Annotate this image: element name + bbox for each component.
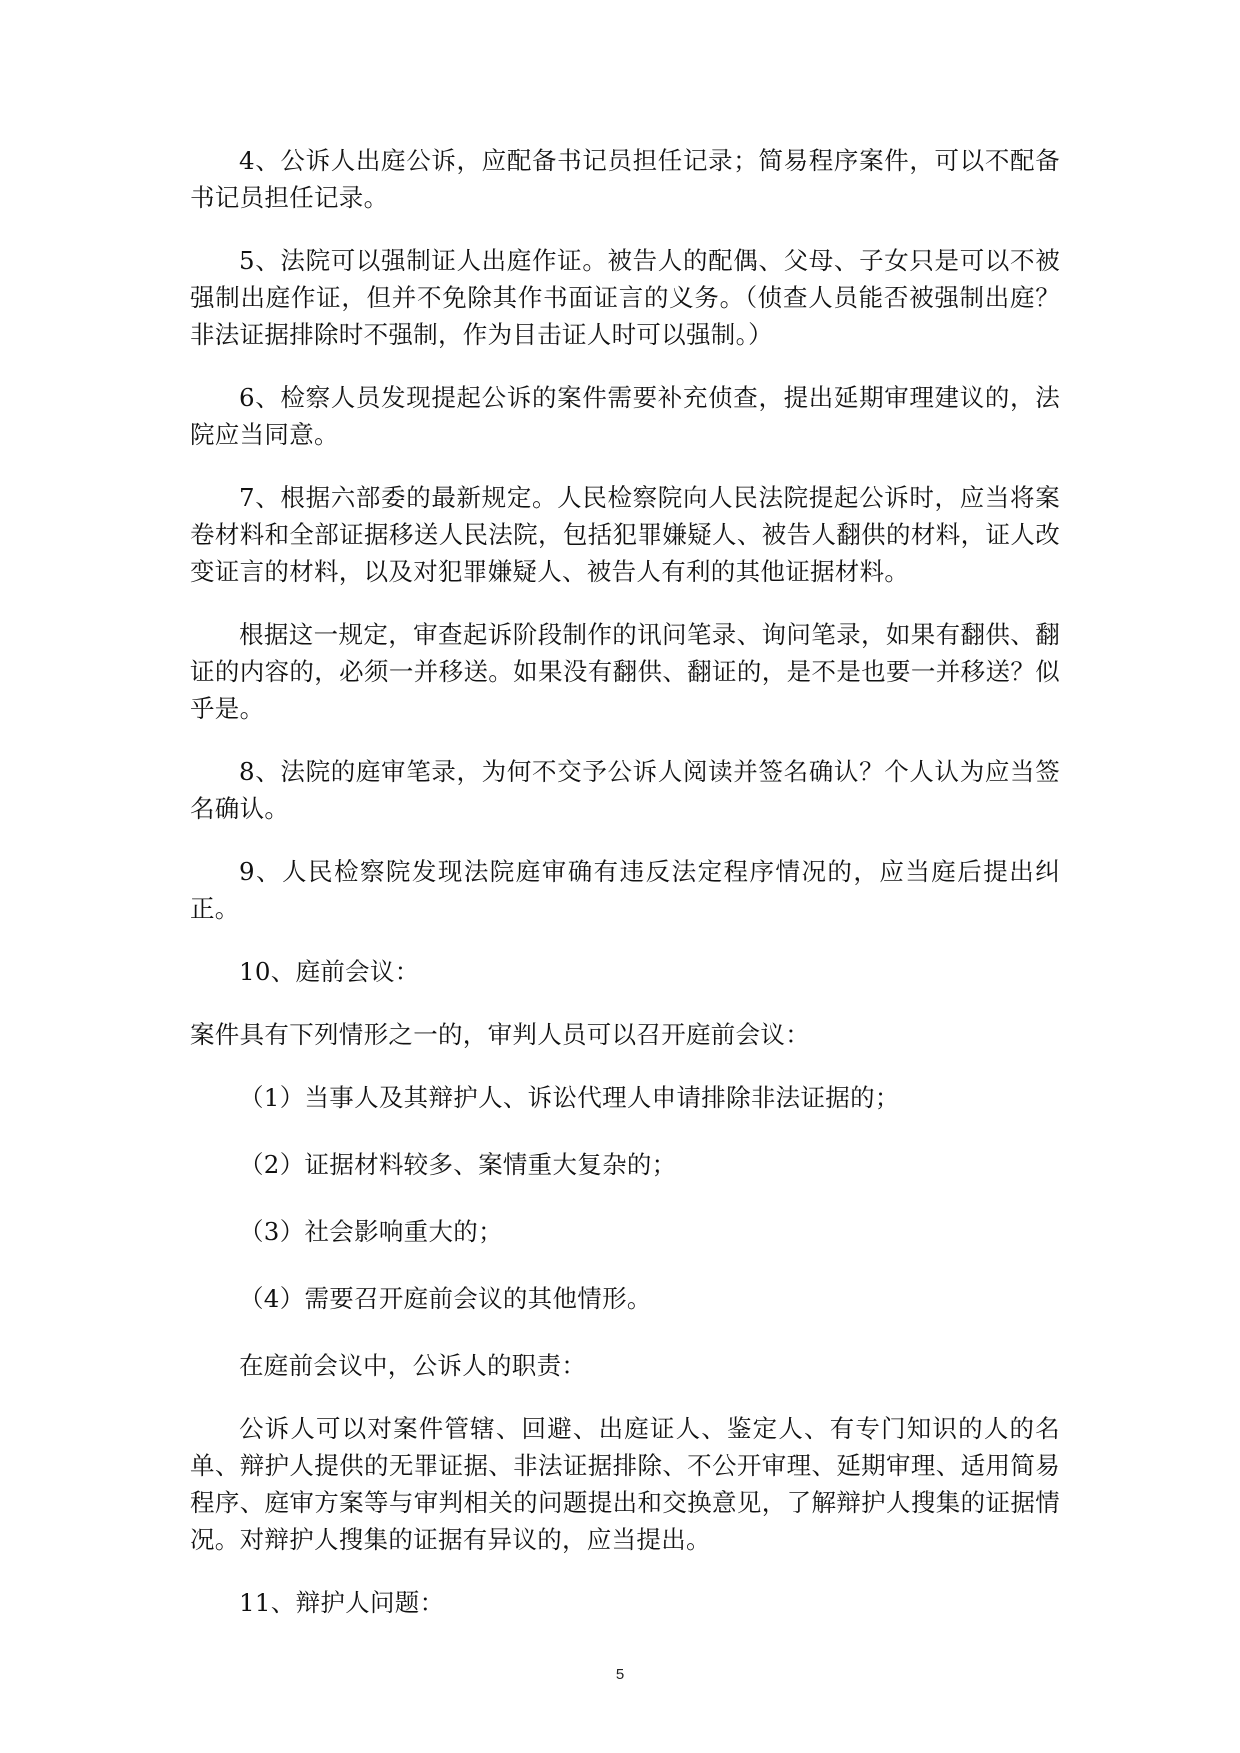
- paragraph-7-six-ministries-rule: 7、根据六部委的最新规定。人民检察院向人民法院提起公诉时，应当将案卷材料和全部证据移送人民法院，包括犯罪嫌疑人、被告人翻供的材料，证人改变证言的材料，以及对犯罪嫌疑人、被告人有利的其他证据材料。: [190, 483, 1060, 586]
- list-item-4: （4）需要召开庭前会议的其他情形。: [239, 1284, 652, 1313]
- paragraph-rule-analysis: 根据这一规定，审查起诉阶段制作的讯问笔录、询问笔录，如果有翻供、翻证的内容的，必须一并移送。如果没有翻供、翻证的，是不是也要一并移送？似乎是。: [190, 620, 1060, 723]
- heading-11-defender-issues: 11、辩护人问题：: [239, 1588, 445, 1617]
- list-item-3: （3）社会影响重大的；: [239, 1217, 503, 1246]
- document-body: [190, 142, 1060, 1647]
- paragraph-4-clerk-record: 4、公诉人出庭公诉，应配备书记员担任记录；简易程序案件，可以不配备书记员担任记录。: [190, 146, 1060, 212]
- heading-10-pretrial-conference: 10、庭前会议：: [239, 957, 420, 986]
- page-number: 5: [615, 1666, 625, 1683]
- paragraph-5-witness-testimony: 5、法院可以强制证人出庭作证。被告人的配偶、父母、子女只是可以不被强制出庭作证，但并不免除其作书面证言的义务。（侦查人员能否被强制出庭？非法证据排除时不强制，作为目击证人时可以强制。）: [190, 246, 1060, 349]
- paragraph-8-court-record: 8、法院的庭审笔录，为何不交予公诉人阅读并签名确认？个人认为应当签名确认。: [190, 757, 1060, 823]
- paragraph-prosecutor-duties: 公诉人可以对案件管辖、回避、出庭证人、鉴定人、有专门知识的人的名单、辩护人提供的无罪证据、非法证据排除、不公开审理、延期审理、适用简易程序、庭审方案等与审判相关的问题提出和交换意见，了解辩护人搜集的证据情况。对辩护人搜集的证据有异议的，应当提出。: [190, 1414, 1060, 1554]
- paragraph-9-procedure-violation: 9、人民检察院发现法院庭审确有违反法定程序情况的，应当庭后提出纠正。: [190, 857, 1060, 923]
- paragraph-prosecutor-duties-heading: 在庭前会议中，公诉人的职责：: [239, 1351, 587, 1380]
- list-item-2: （2）证据材料较多、案情重大复杂的；: [239, 1150, 677, 1179]
- list-item-1: （1）当事人及其辩护人、诉讼代理人申请排除非法证据的；: [239, 1083, 900, 1112]
- paragraph-pretrial-conditions: 案件具有下列情形之一的，审判人员可以召开庭前会议：: [190, 1020, 810, 1049]
- paragraph-6-supplementary-investigation: 6、检察人员发现提起公诉的案件需要补充侦查，提出延期审理建议的，法院应当同意。: [190, 383, 1060, 449]
